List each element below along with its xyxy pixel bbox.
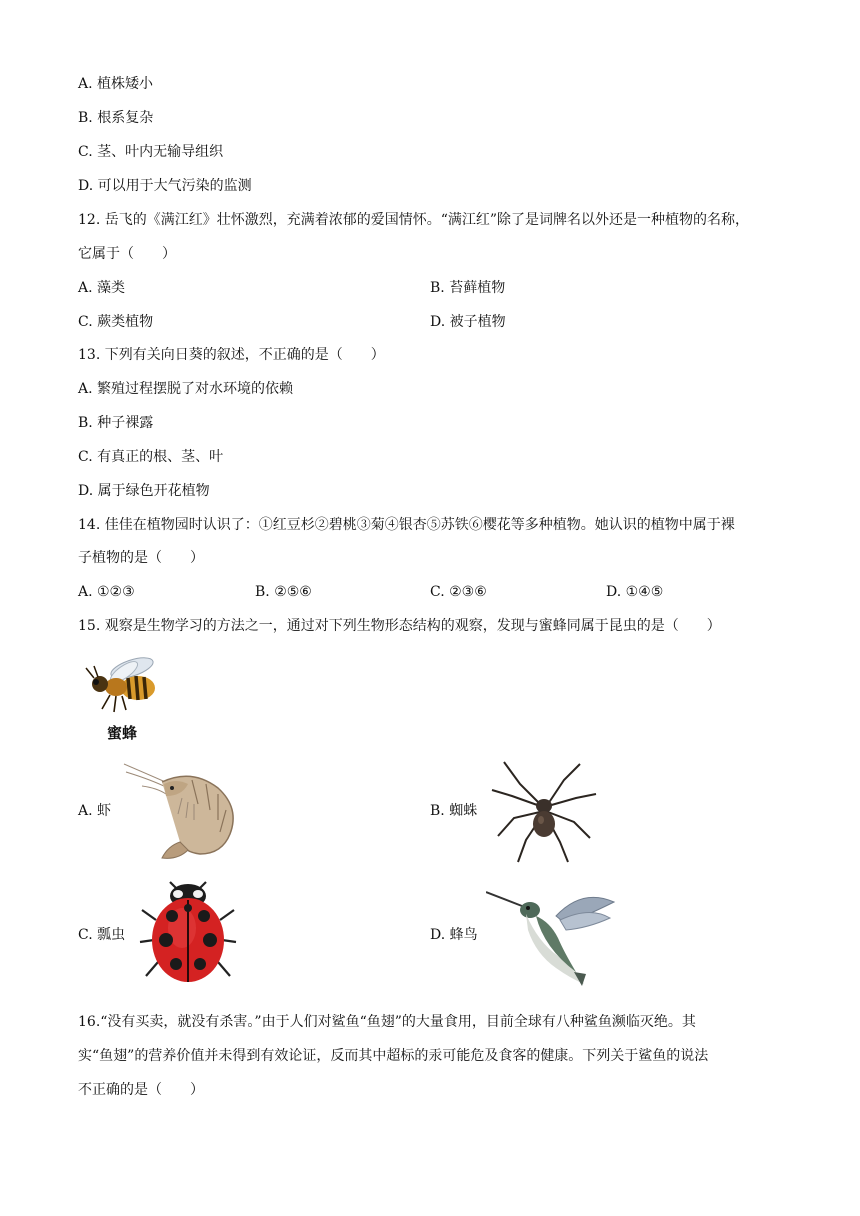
q13-option-b: B. 种子裸露 bbox=[78, 415, 154, 431]
q12-option-b: B. 苔藓植物 bbox=[430, 280, 506, 296]
q12-option-a: A. 藻类 bbox=[78, 280, 126, 296]
hummingbird-image bbox=[486, 882, 616, 986]
q15-option-c: C. 瓢虫 bbox=[78, 927, 126, 943]
q12-stem-line1: 12. 岳飞的《满江红》壮怀激烈，充满着浓郁的爱国情怀。“满江红”除了是词牌名以外还是一种植物的名称， bbox=[78, 212, 750, 228]
q16-stem-line3: 不正确的是（ ） bbox=[78, 1082, 204, 1098]
q14-option-a: A. ①②③ bbox=[78, 584, 135, 600]
bee-caption: 蜜蜂 bbox=[107, 724, 138, 742]
q13-option-d: D. 属于绿色开花植物 bbox=[78, 483, 210, 499]
q12-option-c: C. 蕨类植物 bbox=[78, 314, 154, 330]
q11-option-a: A. 植株矮小 bbox=[78, 76, 154, 92]
q12-option-d: D. 被子植物 bbox=[430, 314, 506, 330]
spider-image bbox=[490, 760, 598, 864]
q11-option-d: D. 可以用于大气污染的监测 bbox=[78, 178, 252, 194]
q15-option-a: A. 虾 bbox=[78, 803, 112, 819]
bee-image bbox=[80, 654, 162, 716]
q16-stem-line2: 实“鱼翅”的营养价值并未得到有效论证，反而其中超标的汞可能危及食客的健康。下列关于鲨鱼的说法 bbox=[78, 1048, 709, 1064]
q16-stem-line1: 16.“没有买卖，就没有杀害。”由于人们对鲨鱼“鱼翅”的大量食用，目前全球有八种鲨鱼濒临灭绝。其 bbox=[78, 1014, 696, 1030]
q14-stem-line1: 14. 佳佳在植物园时认识了：①红豆杉②碧桃③菊④银杏⑤苏铁⑥樱花等多种植物。她认识的植物中属于裸 bbox=[78, 517, 735, 533]
q13-stem: 13. 下列有关向日葵的叙述，不正确的是（ ） bbox=[78, 347, 385, 363]
q11-option-b: B. 根系复杂 bbox=[78, 110, 154, 126]
q15-option-b: B. 蜘蛛 bbox=[430, 803, 478, 819]
q14-option-b: B. ②⑤⑥ bbox=[255, 584, 312, 600]
q12-stem-line2: 它属于（ ） bbox=[78, 246, 176, 262]
ladybug-image bbox=[138, 880, 238, 986]
q15-option-d: D. 蜂鸟 bbox=[430, 927, 478, 943]
q13-option-c: C. 有真正的根、茎、叶 bbox=[78, 449, 224, 465]
q15-stem: 15. 观察是生物学习的方法之一，通过对下列生物形态结构的观察，发现与蜜蜂同属于昆虫的是（ ） bbox=[78, 618, 721, 634]
q11-option-c: C. 茎、叶内无输导组织 bbox=[78, 144, 224, 160]
q13-option-a: A. 繁殖过程摆脱了对水环境的依赖 bbox=[78, 381, 294, 397]
shrimp-image bbox=[122, 758, 244, 862]
q14-option-d: D. ①④⑤ bbox=[606, 584, 664, 600]
q14-stem-line2: 子植物的是（ ） bbox=[78, 550, 204, 566]
q14-option-c: C. ②③⑥ bbox=[430, 584, 487, 600]
